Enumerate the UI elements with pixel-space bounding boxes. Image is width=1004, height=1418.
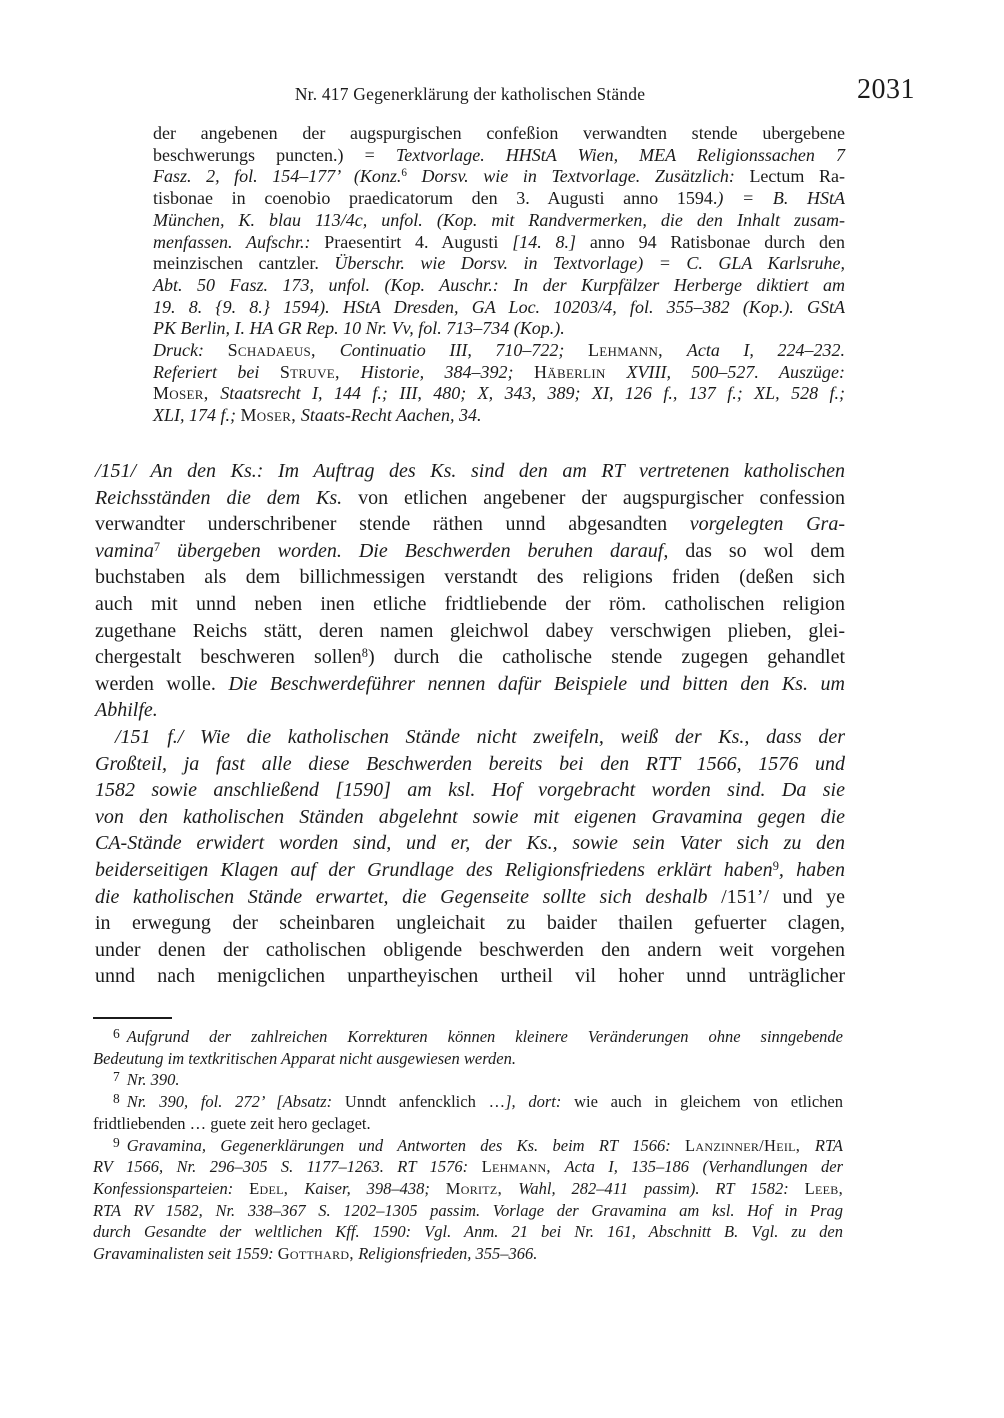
text-segment: Staatsrecht I, 144 f.; III, 480; X, 343, 389; XI, 126 f., 137 f.; XL, 528 f.; [220, 383, 846, 404]
text-line [95, 804, 845, 831]
text-segment: übergeben worden. Die Beschwerden beruhen darauf, [160, 539, 686, 562]
text-segment: Historie, 384–392; [360, 361, 534, 382]
text-segment: Reichsständen die dem Ks. [95, 486, 359, 509]
text-line [153, 123, 845, 145]
footnotes-block [93, 1026, 843, 1265]
text-segment: unnd nach menigclichen unpartheyischen urtheil vil hoher unnd unträglicher [95, 965, 845, 988]
text-segment: von etlichen angebener der augspurgischer confession [358, 486, 845, 509]
text-segment: der angebenen der augspurgischen confeßion verwandten stende ubergebene [153, 123, 845, 143]
text-segment: Konfessionsparteien: [93, 1178, 250, 1198]
text-segment: vorgelegten Gra- [689, 513, 845, 536]
text-segment: Bedeutung im textkritischen Apparat nicht ausgewiesen werden. [93, 1048, 516, 1068]
text-segment: Staats-Recht Aachen, 34. [300, 405, 482, 426]
text-line [95, 485, 845, 512]
text-line [95, 511, 845, 538]
running-header: Nr. 417 Gegenerklärung der katholischen Stände [294, 84, 646, 104]
text-line [93, 1026, 843, 1048]
text-segment: tisbonae in coenobio praedicatorum den 3. Augusti anno 1594. [153, 188, 718, 209]
text-line [153, 318, 845, 340]
text-segment: Lanzinner/Heil, [685, 1135, 815, 1155]
text-segment: under denen der catholischen obligende beschwerden den andern weit vorgehen [95, 938, 845, 961]
text-segment: ) durch die catholische stende zugegen gehandlet [367, 646, 846, 669]
text-segment: fridtliebenden … guete zeit hero geclaget. [93, 1113, 371, 1133]
text-segment: Lehmann, [481, 1157, 565, 1177]
text-segment: Edel, [249, 1178, 305, 1198]
text-line [93, 1091, 843, 1113]
text-segment: von den katholischen Ständen abgelehnt sowie mit eigenen Gravamina gegen die [95, 805, 845, 828]
text-segment: Abhilfe. [95, 699, 158, 722]
text-line [153, 405, 845, 427]
text-segment: 19. 8. {9. 8.} 1594). HStA Dresden, GA Loc. 10203/4, fol. 355–382 (Kop.). GStA [153, 296, 845, 317]
text-segment: werden wolle. [95, 672, 229, 695]
text-line [153, 253, 845, 275]
text-line [153, 210, 845, 232]
footnote-number: 6 [113, 1026, 120, 1041]
text-segment: Moser, [240, 405, 301, 426]
text-segment: Textvorlage. HHStA Wien, MEA Religionssachen 7 [395, 144, 845, 165]
text-line [95, 963, 845, 990]
text-segment: das so wol dem [685, 539, 845, 562]
text-line [95, 937, 845, 964]
footnote-reference: 8 [361, 646, 368, 661]
text-segment: /151/ An den Ks.: Im Auftrag des Ks. sind den am RT vertretenen katholischen [95, 460, 845, 482]
text-segment: die katholischen Stände erwartet, die Gegenseite sollte sich deshalb [95, 885, 722, 908]
text-segment: Großteil, ja fast alle diese Beschwerden bereits bei den RTT 1566, 1576 und [95, 752, 845, 775]
text-segment: Religionsfrieden, 355–366. [358, 1244, 538, 1264]
text-segment: Moritz, [445, 1178, 519, 1198]
text-segment: RTA RV 1582, Nr. 338–367 S. 1202–1305 passim. Vorlage der Gravamina am ksl. Hof in Prag [93, 1200, 843, 1220]
text-segment: /151’/ und ye [721, 885, 845, 908]
text-line [153, 383, 845, 405]
text-segment: Lectum Ra- [749, 166, 845, 187]
text-line [153, 297, 845, 319]
text-segment: [14. 8.] [512, 231, 590, 252]
text-line [93, 1221, 843, 1243]
footnote-separator-rule [93, 1017, 172, 1019]
text-segment: /151 f./ Wie die katholischen Stände nicht zweifeln, weiß der Ks., dass der [115, 725, 845, 748]
footnote-number: 9 [113, 1134, 120, 1150]
text-segment: ], dort: [505, 1092, 575, 1112]
text-segment: Moser, [153, 383, 221, 404]
text-segment: CA-Stände erwidert worden sind, und er, der Ks., sowie sein Vater sich zu den [95, 832, 845, 855]
text-segment: vamina [95, 539, 154, 562]
text-line [153, 340, 845, 362]
text-line [95, 618, 845, 645]
page-number: 2031 [857, 74, 915, 105]
text-line [95, 857, 845, 884]
text-line [93, 1113, 843, 1135]
footnote-number: 7 [113, 1069, 120, 1085]
text-line [153, 188, 845, 210]
text-line [93, 1200, 843, 1222]
text-segment: Struve, [279, 361, 361, 382]
text-line [93, 1243, 843, 1265]
text-segment: Kaiser, 398–438; [304, 1178, 446, 1198]
text-segment: RV 1566, Nr. 296–305 S. 1177–1263. RT 1576: [93, 1157, 482, 1177]
text-segment: Häberlin [533, 361, 627, 382]
text-segment: Acta I, 224–232. [686, 340, 845, 361]
text-line [95, 910, 845, 937]
text-line [95, 697, 845, 724]
text-segment: Abt. 50 Fasz. 173, unfol. (Kop. Auschr.: In der Kurpfälzer Herberge diktiert am [153, 274, 845, 295]
text-segment: Gravaminalisten seit 1559: [93, 1244, 278, 1264]
text-segment: menfassen. Aufschr.: [153, 231, 325, 252]
text-segment: XLI, 174 f.; [153, 405, 241, 426]
text-line [93, 1178, 843, 1200]
text-segment: Lehmann, [588, 340, 687, 361]
text-segment: Gotthard, [277, 1244, 359, 1264]
text-segment: Gravamina, Gegenerklärungen und Antworten des Ks. beim RT 1566: [126, 1135, 686, 1155]
text-segment: , haben [778, 858, 845, 881]
text-segment: Überschr. wie Dorsv. in Textvorlage) = C. GLA Karlsruhe, [334, 253, 845, 274]
text-segment: Dorsv. wie in Textvorlage. Zusätzlich: [406, 166, 750, 187]
text-line [153, 275, 845, 297]
text-segment: beschwerungs puncten.) = [153, 144, 396, 165]
footnote-reference: 7 [153, 539, 161, 554]
text-segment: wie auch in gleichem von etlichen [574, 1092, 843, 1112]
text-segment: Acta I, 135–186 (Verhandlungen der [564, 1157, 843, 1177]
text-line [95, 777, 845, 804]
footnote-reference: 9 [772, 858, 779, 873]
text-segment: Referiert bei [153, 361, 280, 382]
text-line [95, 724, 845, 751]
text-line [95, 458, 845, 485]
text-line [95, 591, 845, 618]
text-segment: Nr. 390, fol. 272’ [Absatz: [126, 1092, 345, 1112]
text-segment: 1582 sowie anschließend [1590] am ksl. Hof vorgebracht worden sind. Da sie [95, 779, 845, 802]
text-segment: verwandter underschribener stende räthen unnd abgesandten [95, 513, 690, 536]
text-segment: ) = B. HStA [717, 188, 845, 209]
text-segment: PK Berlin, I. HA GR Rep. 10 Nr. Vv, fol. 713–734 (Kop.). [153, 318, 565, 339]
text-segment: anno 94 Ratisbonae durch den [589, 231, 845, 252]
text-line [95, 564, 845, 591]
text-segment: Aufgrund der zahlreichen Korrekturen können kleinere Veränderungen ohne sinngebende [126, 1027, 843, 1046]
text-line [95, 671, 845, 698]
text-segment: Schadaeus, [227, 340, 340, 361]
text-segment: auch mit unnd neben inen etliche fridtliebende der röm. catholischen religion [95, 592, 845, 615]
text-line [93, 1156, 843, 1178]
text-segment: zugethane Reichs stätt, deren namen gleichwol dabey verschwigen plieben, glei- [95, 619, 845, 642]
text-segment: Unndt anfencklich … [344, 1092, 506, 1112]
text-line [153, 166, 845, 188]
text-segment: XVIII, 500–527. Auszüge: [626, 361, 846, 382]
text-segment: München, K. blau 113/4c, unfol. (Kop. mit Randvermerken, die den Inhalt zusam- [153, 209, 845, 230]
text-line [93, 1069, 843, 1091]
text-segment: Nr. 390. [126, 1070, 180, 1090]
text-segment: Leeb, [804, 1178, 843, 1198]
text-segment: chergestalt beschweren sollen [95, 646, 362, 669]
text-line [95, 830, 845, 857]
text-line [153, 232, 845, 254]
text-segment: RTA [814, 1135, 843, 1155]
text-line [93, 1135, 843, 1157]
text-line [93, 1048, 843, 1070]
text-segment: Continuatio III, 710–722; [339, 340, 588, 361]
text-segment: Die Beschwerdeführer nennen dafür Beispiele und bitten den Ks. um [228, 672, 845, 695]
text-segment: Praesentirt 4. Augusti [324, 231, 513, 252]
text-segment: in erwegung der scheinbaren ungleichait zu baider thailen gefuerter clagen, [95, 912, 845, 935]
text-line [95, 751, 845, 778]
text-segment: Druck: [153, 340, 228, 361]
footnote-number: 8 [113, 1091, 120, 1107]
source-apparatus-block [153, 123, 845, 427]
text-line [95, 644, 845, 671]
text-line [95, 538, 845, 565]
text-segment: meinzischen cantzler. [153, 253, 335, 274]
main-text-block [95, 458, 845, 990]
text-segment: buchstaben als dem billichmessigen verstandt des religions friden (deßen sich [95, 566, 845, 589]
text-segment: durch Gesandte der weltlichen Kff. 1590: Vgl. Anm. 21 bei Nr. 161, Abschnitt B. Vgl. zu den [93, 1222, 843, 1242]
text-segment: Fasz. 2, fol. 154–177’ (Konz. [153, 166, 402, 187]
text-line [153, 145, 845, 167]
text-line [95, 884, 845, 911]
footnote-reference: 6 [401, 167, 407, 180]
text-segment: Wahl, 282–411 passim). RT 1582: [518, 1178, 805, 1198]
text-line [153, 362, 845, 384]
text-segment: beiderseitigen Klagen auf der Grundlage des Religionsfriedens erklärt haben [95, 858, 773, 881]
